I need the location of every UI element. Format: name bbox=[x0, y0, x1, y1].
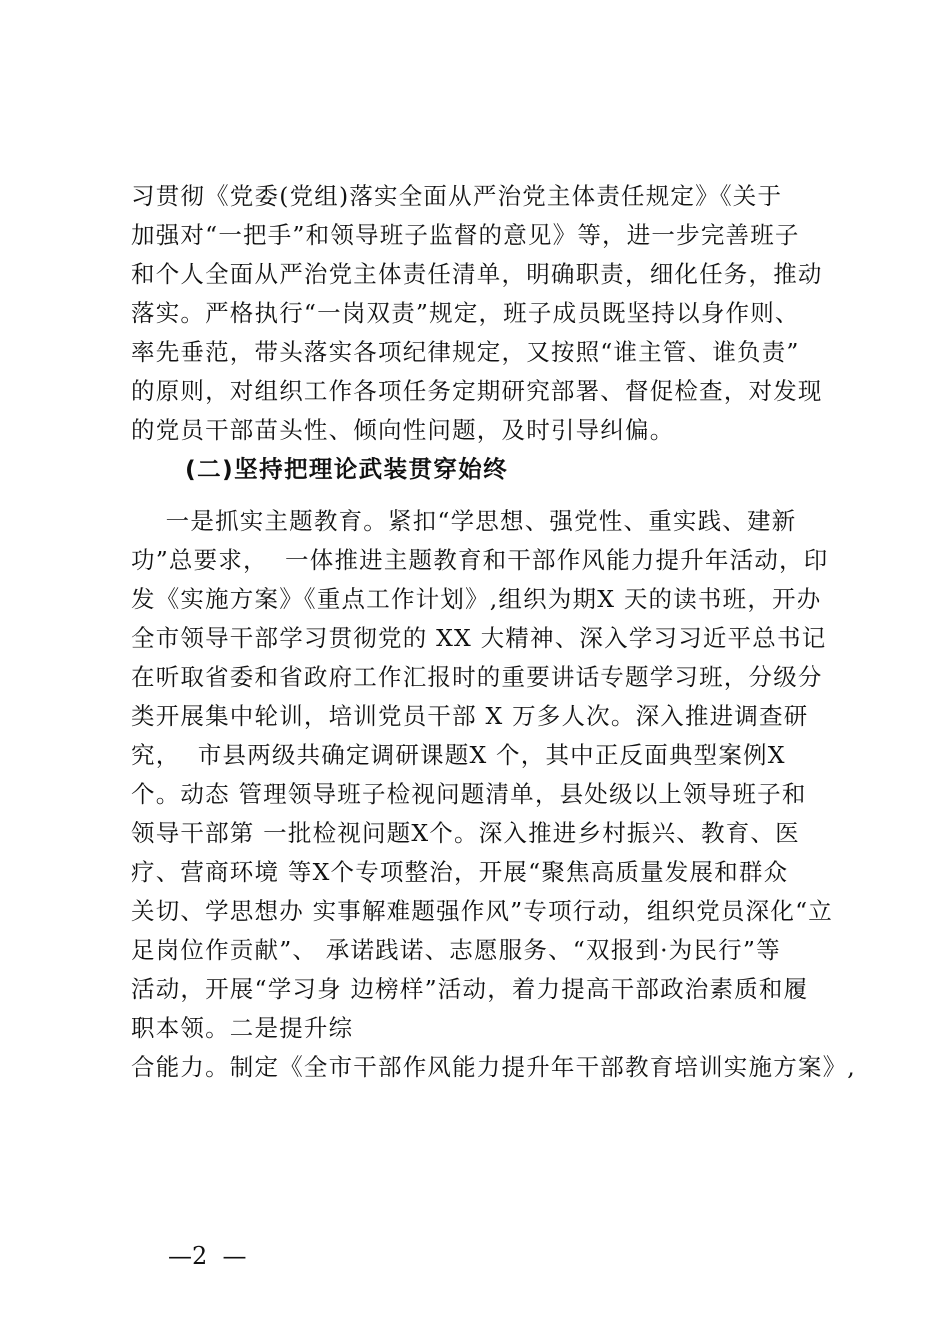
text-line: 关切、学思想办 实事解难题强作风”专项行动，组织党员深化“立 bbox=[131, 897, 833, 925]
text-line: 合能力。制定《全市干部作风能力提升年干部教育培训实施方案》, bbox=[131, 1053, 856, 1081]
text-line: 率先垂范，带头落实各项纪律规定，又按照“谁主管、谁负责” bbox=[131, 338, 800, 366]
text-line: 类开展集中轮训，培训党员干部 X 万多人次。深入推进调查研 bbox=[131, 702, 809, 730]
text-line: 职本领。二是提升综 bbox=[131, 1014, 354, 1042]
text-line: 全市领导干部学习贯彻党的 XX 大精神、深入学习习近平总书记 bbox=[131, 624, 827, 652]
page-number: —2 — bbox=[168, 1242, 247, 1270]
text-line: 加强对“一把手”和领导班子监督的意见》等，进一步完善班子 bbox=[131, 221, 800, 249]
text-line: 在听取省委和省政府工作汇报时的重要讲话专题学习班，分级分 bbox=[131, 663, 823, 691]
text-line: 和个人全面从严治党主体责任清单，明确职责，细化任务，推动 bbox=[131, 260, 823, 288]
text-line: 活动，开展“学习身 边榜样”活动，着力提高干部政治素质和履 bbox=[131, 975, 809, 1003]
text-line: 疗、营商环境 等X个专项整治，开展“聚焦高质量发展和群众 bbox=[131, 858, 789, 886]
text-line: 习贯彻《党委(党组)落实全面从严治党主体责任规定》《关于 bbox=[131, 182, 783, 210]
text-line: 落实。严格执行“一岗双责”规定，班子成员既坚持以身作则、 bbox=[131, 299, 800, 327]
text-line: 领导干部第 一批检视问题X个。深入推进乡村振兴、教育、医 bbox=[131, 819, 800, 847]
section-heading: (二)坚持把理论武装贯穿始终 bbox=[185, 455, 509, 483]
text-line: 足岗位作贡献”、 承诺践诺、志愿服务、“双报到·为民行”等 bbox=[131, 936, 781, 964]
text-line: 功”总要求， 一体推进主题教育和干部作风能力提升年活动，印 bbox=[131, 546, 829, 574]
text-line: 个。动态 管理领导班子检视问题清单，县处级以上领导班子和 bbox=[131, 780, 807, 808]
text-line: 究， 市县两级共确定调研课题X 个，其中正反面典型案例X bbox=[131, 741, 786, 769]
text-line: 的原则，对组织工作各项任务定期研究部署、督促检查，对发现 bbox=[131, 377, 823, 405]
text-line: 发《实施方案》《重点工作计划》,组织为期X 天的读书班，开办 bbox=[131, 585, 822, 613]
text-line: 一是抓实主题教育。紧扣“学思想、强党性、重实践、建新 bbox=[131, 507, 797, 535]
text-line: 的党员干部苗头性、倾向性问题，及时引导纠偏。 bbox=[131, 416, 675, 444]
